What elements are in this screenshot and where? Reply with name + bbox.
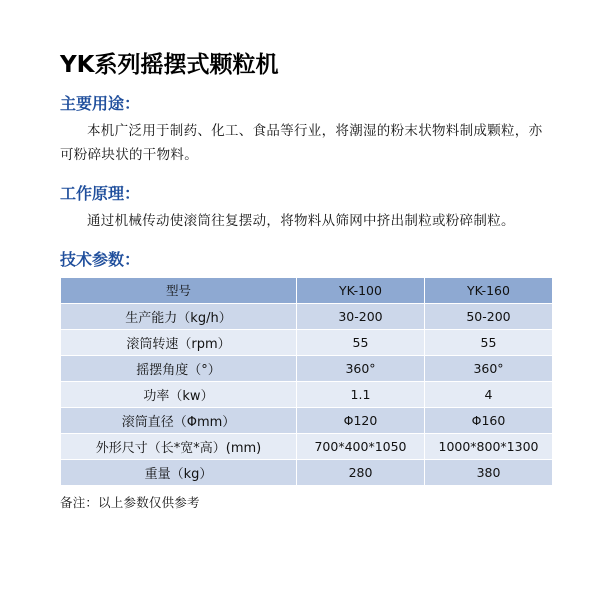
row-label: 功率（kw） (61, 381, 297, 407)
column-header-yk160: YK-160 (425, 277, 553, 303)
row-label: 生产能力（kg/h） (61, 303, 297, 329)
row-value-yk100: 700*400*1050 (297, 433, 425, 459)
table-row (61, 407, 553, 433)
row-value-yk100: Φ120 (297, 407, 425, 433)
spec-table (60, 277, 553, 486)
section-body-usage: 本机广泛用于制药、化工、食品等行业，将潮湿的粉末状物料制成颗粒，亦可粉碎块状的干物料。 (60, 123, 543, 164)
row-value-yk160: 50-200 (425, 303, 553, 329)
page-title: YK系列摇摆式颗粒机 (60, 52, 279, 78)
row-value-yk100: 1.1 (297, 381, 425, 407)
row-value-yk160: 380 (425, 459, 553, 485)
row-label: 摇摆角度（°） (61, 355, 297, 381)
table-header-row (61, 277, 553, 303)
row-value-yk100: 280 (297, 459, 425, 485)
row-label: 滚筒转速（rpm） (61, 329, 297, 355)
row-label: 滚筒直径（Φmm） (61, 407, 297, 433)
row-value-yk160: Φ160 (425, 407, 553, 433)
row-label: 重量（kg） (61, 459, 297, 485)
section-heading-specs: 技术参数： (60, 250, 141, 270)
section-heading-principle: 工作原理： (60, 183, 141, 203)
table-row (61, 355, 553, 381)
table-row (61, 329, 553, 355)
column-header-yk100: YK-100 (297, 277, 425, 303)
section-heading-usage: 主要用途： (60, 93, 141, 113)
row-value-yk100: 55 (297, 329, 425, 355)
column-header-model: 型号 (61, 277, 297, 303)
table-row (61, 381, 553, 407)
table-row (61, 303, 553, 329)
table-row (61, 433, 553, 459)
row-value-yk160: 55 (425, 329, 553, 355)
row-label: 外形尺寸（长*宽*高）(mm) (61, 433, 297, 459)
table-note: 备注：以上参数仅供参考 (60, 494, 200, 510)
row-value-yk160: 360° (425, 355, 553, 381)
row-value-yk160: 1000*800*1300 (425, 433, 553, 459)
table-row (61, 459, 553, 485)
row-value-yk160: 4 (425, 381, 553, 407)
row-value-yk100: 360° (297, 355, 425, 381)
section-body-principle: 通过机械传动使滚筒往复摆动，将物料从筛网中挤出制粒或粉碎制粒。 (87, 213, 515, 230)
row-value-yk100: 30-200 (297, 303, 425, 329)
spec-table-container (60, 277, 556, 486)
